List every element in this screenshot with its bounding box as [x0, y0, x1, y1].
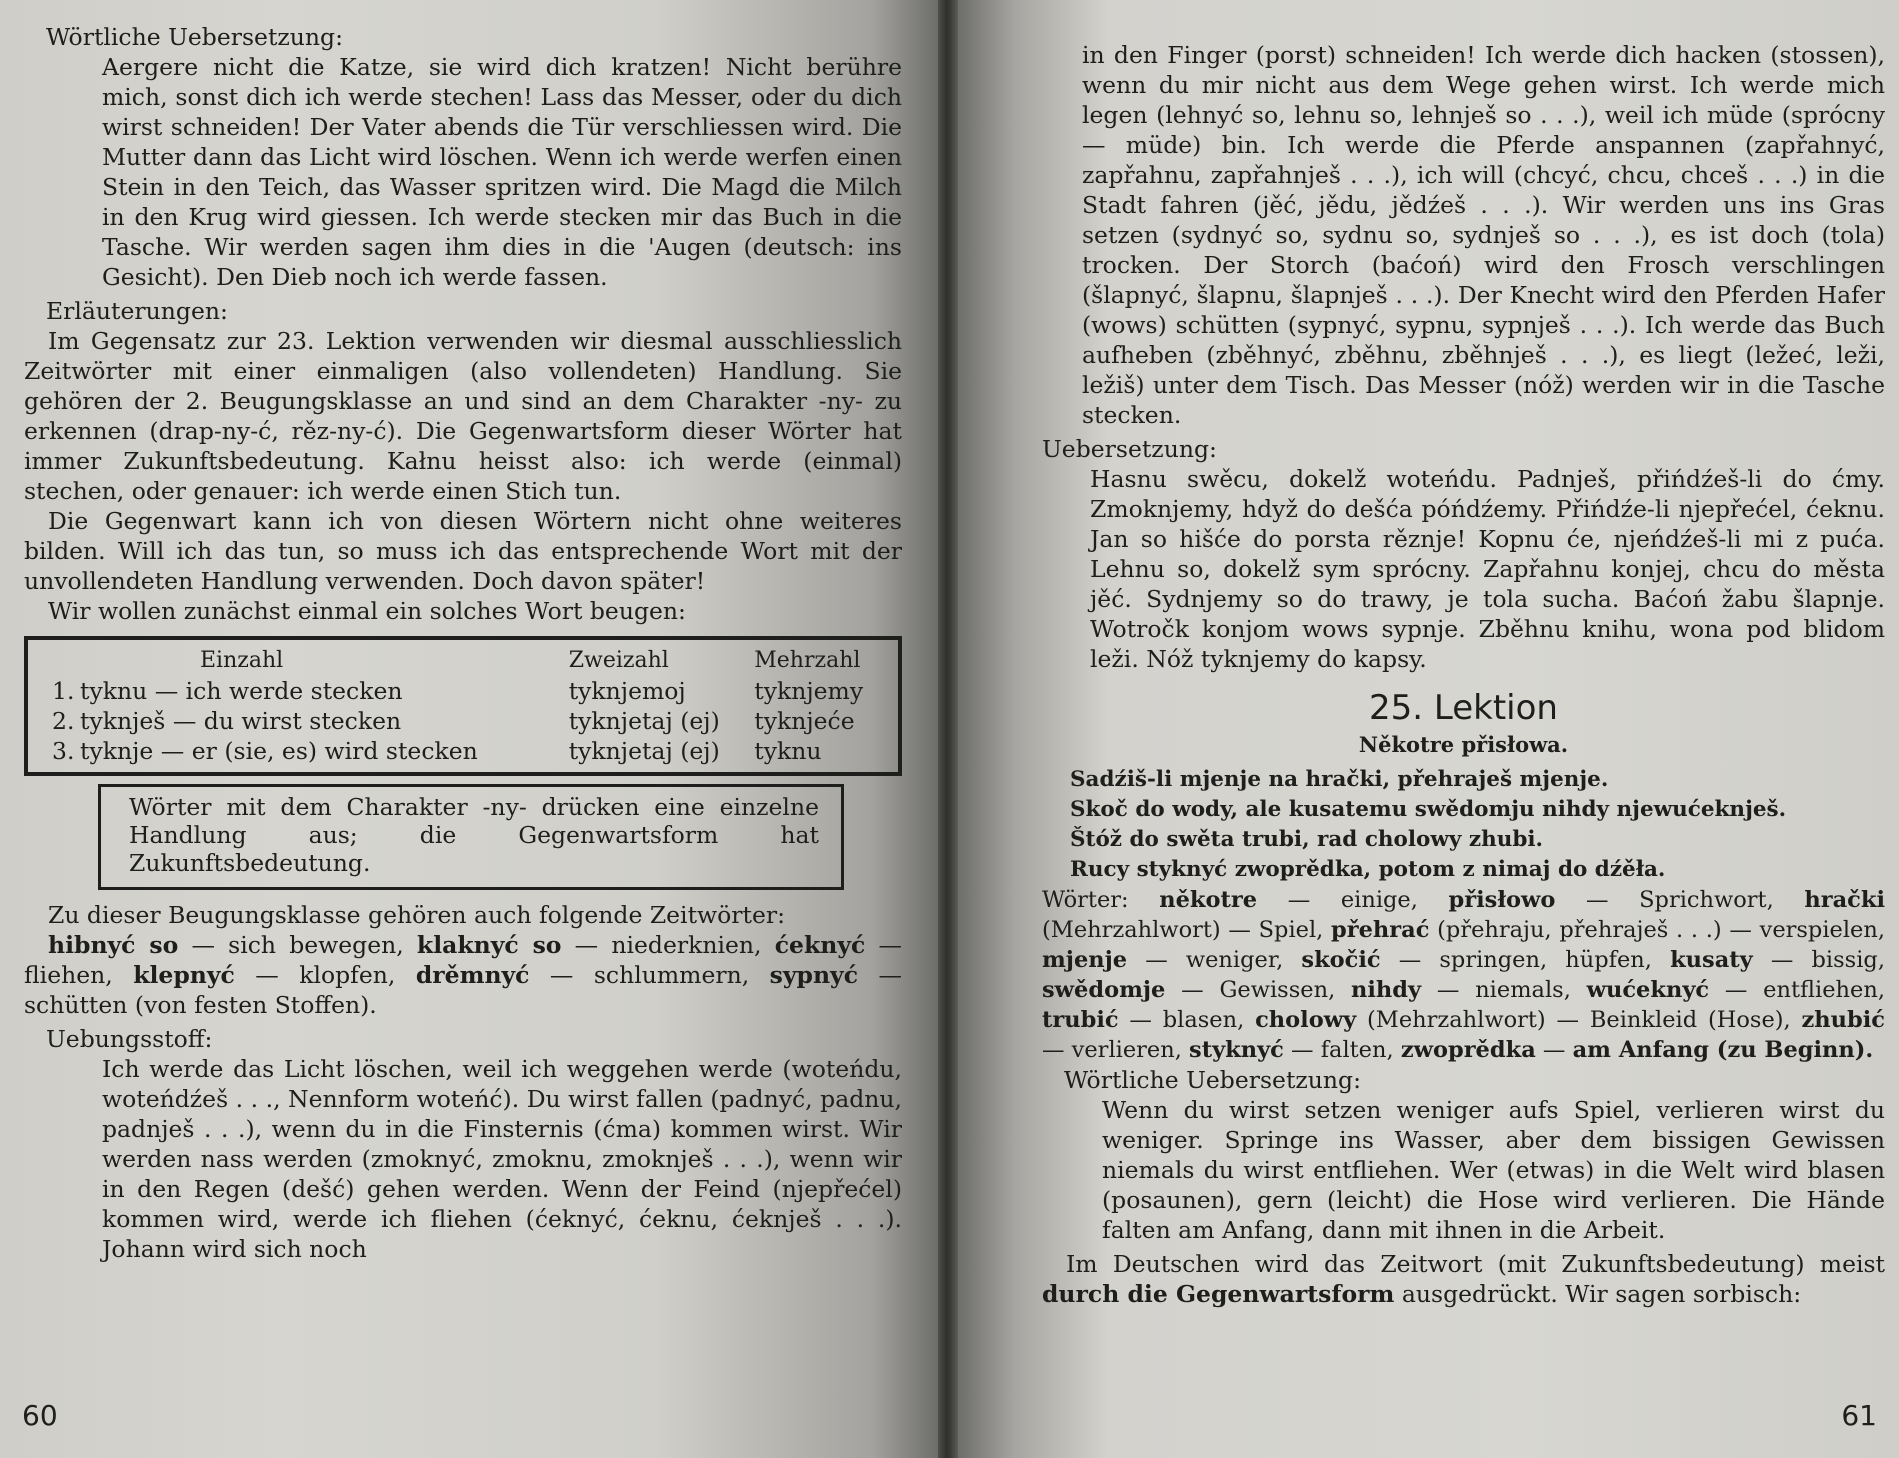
explanation-paragraph-1: Im Gegensatz zur 23. Lektion verwenden wir diesmal ausschliesslich Zeitwörter mit einer einmaligen (also vollendeten) Handlung. Sie gehören der 2. Beugungsklasse an und sind an dem Charakter -ny- zu erkennen (drap-ny-ć, rěz-ny-ć). Die Gegenwartsform dieser Wörter hat immer Zukunftsbedeutung. Kałnu heisst also: ich werde (einmal) stechen, oder genauer: ich werde einen Stich tun. — [24, 327, 902, 505]
vocab-sorbian: wućeknyć — [1586, 977, 1710, 1003]
vocab-sorbian: někotre — [1159, 887, 1258, 913]
conjugation-verb-list: hibnyć so — sich bewegen, klaknyć so — niederknien, ćeknyć — fliehen, klepnyć — klopfen, drěmnyć — schlummern, sypnyć — schütten (von festen Stoffen). — [24, 931, 902, 1019]
vocab-sorbian: hrački — [1804, 887, 1886, 913]
verb-german: fliehen — [24, 961, 106, 989]
conjugation-class-intro: Zu dieser Beugungsklasse gehören auch folgende Zeitwörter: — [48, 901, 786, 929]
heading-explanations: Erläuterungen: — [46, 297, 228, 325]
heading-literal-translation-right: Wörtliche Uebersetzung: — [1064, 1066, 1362, 1094]
vocab-german: Sprichwort — [1639, 887, 1767, 913]
verb-german: niederknien — [611, 931, 755, 959]
closing-paragraph — [1042, 1249, 1885, 1309]
page-number-left: 60 — [22, 1399, 58, 1432]
row-number: 3. — [52, 737, 75, 765]
singular-form: tyknu — ich werde stecken — [80, 677, 403, 705]
table-row — [52, 676, 888, 706]
verb-sorbian: drěmnyć — [415, 961, 530, 989]
heading-translation: Uebersetzung: — [1042, 435, 1217, 463]
explanation-paragraph-3: Wir wollen zunächst einmal ein solches Wort beugen: — [48, 597, 686, 625]
vocab-sorbian: mjenje — [1042, 947, 1128, 973]
vocabulary-label: Wörter: — [1042, 887, 1129, 913]
vocab-sorbian: cholowy — [1255, 1007, 1357, 1033]
left-page — [0, 0, 938, 1458]
header-plural: Mehrzahl — [754, 648, 861, 673]
proverb-item: Skoč do wody, ale kusatemu swědomju nihdy njewućeknješ. — [1070, 797, 1787, 822]
vocab-sorbian: nihdy — [1351, 977, 1422, 1003]
verb-sorbian: hibnyć so — [48, 931, 179, 959]
closing-text-c: ausgedrückt. Wir sagen sorbisch: — [1401, 1280, 1802, 1308]
explanation-paragraph-2: Die Gegenwart kann ich von diesen Wörtern nicht ohne weiteres bilden. Will ich das tun, so muss ich das entsprechende Wort mit der unvollendeten Handlung verwenden. Doch davon später! — [24, 507, 902, 595]
vocab-sorbian: zhubić — [1801, 1007, 1886, 1033]
vocab-sorbian: zwoprědka — [1400, 1037, 1536, 1063]
proverb-item: Sadźiš-li mjenje na hrački, přehraješ mjenje. — [1070, 767, 1609, 792]
vocab-german: (přehraju, přehraješ . . .) — verspielen — [1437, 917, 1878, 943]
vocab-german: weniger — [1185, 947, 1277, 973]
table-row — [52, 706, 888, 736]
dual-form: tyknjetaj (ej) — [568, 737, 720, 765]
vocab-german: springen, hüpfen — [1439, 947, 1645, 973]
proverb-item: Rucy styknyć zwoprědka, potom z nimaj do dźěła. — [1070, 857, 1666, 882]
vocabulary-paragraph: Wörter: někotre — einige, přisłowo — Sprichwort, hrački (Mehrzahlwort) — Spiel, přehrać (přehraju, přehraješ . . .) — verspielen, mjenje — weniger, skočić — springen, hüpfen, kusaty — bissig, swědomje — Gewissen, nihdy — niemals, wućeknyć — entfliehen, trubić — blasen, cholowy (Mehrzahlwort) — Beinkleid (Hose), zhubić — verlieren, styknyć — falten, zwoprědka — am Anfang (zu Beginn). — [1042, 887, 1886, 1063]
row-number: 1. — [52, 677, 75, 705]
vocab-german: falten — [1320, 1037, 1387, 1063]
verb-german: sich bewegen — [228, 931, 397, 959]
page-number-right: 61 — [1841, 1399, 1877, 1432]
proverb-item: Štóž do swěta trubi, rad cholowy zhubi. — [1070, 827, 1544, 852]
vocab-german: (Mehrzahlwort) — Spiel — [1042, 917, 1317, 943]
exercise-text-continued: in den Finger (porst) schneiden! Ich werde dich hacken (stossen), wenn du mir nicht aus dem Wege gehen wirst. Ich werde mich legen (lehnyć so, lehnu so, lehnješ so . . .), weil ich müde (sprócny — müde) bin. Ich werde die Pferde anspannen (zapřahnyć, zapřahnu, zapřahnješ . . .), ich will (chcyć, chcu, chceš . . .) in die Stadt fahren (jěć, jědu, jědźeš . . .). Wir werden uns ins Gras setzen (sydnyć so, sydnu so, sydnješ so . . .), es ist doch (tola) trocken. Der Storch (baćoń) wird den Frosch verschlingen (šlapnyć, šlapnu, šlapnješ . . .). Der Knecht wird den Pferden Hafer (wows) schütten (sypnyć, sypnu, sypnješ . . .). Ich werde das Buch aufheben (zběhnyć, zběhnu, zběhnješ . . .), es liegt (ležeć, leži, ležiš) unter dem Tisch. Das Messer (nóž) werden wir in die Tasche stecken. — [1082, 41, 1885, 429]
closing-text-bold: durch die Gegenwartsform — [1042, 1280, 1395, 1308]
literal-translation-text-right: Wenn du wirst setzen weniger aufs Spiel, verlieren wirst du weniger. Springe ins Wasser, aber dem bissigen Gewissen niemals du wirst entfliehen. Wer (etwas) in die Welt wird blasen (posaunen), gern (leicht) die Hose wird verlieren. Die Hände falten am Anfang, dann mit ihnen in die Arbeit. — [1102, 1096, 1885, 1244]
conjugation-table-header — [52, 646, 888, 676]
vocab-sorbian: kusaty — [1670, 947, 1753, 973]
vocab-sorbian: skočić — [1301, 947, 1381, 973]
proverbs-title: Někotre přisłowa. — [1358, 732, 1569, 757]
literal-translation-text: Aergere nicht die Katze, sie wird dich kratzen! Nicht berühre mich, sonst dich ich werde stechen! Lass das Messer, oder du dich wirst schneiden! Der Vater abends die Tür verschliessen wird. Die Mutter dann das Licht wird löschen. Wenn ich werde werfen einen Stein in den Teich, das Wasser spritzen wird. Die Magd die Milch in den Krug wird giessen. Ich werde stecken mir das Buch in die Tasche. Wir werden sagen ihm dies in die 'Augen (deutsch: ins Gesicht). Den Dieb noch ich werde fassen. — [102, 53, 902, 291]
rule-note-box — [98, 784, 844, 890]
heading-literal-translation: Wörtliche Uebersetzung: — [46, 23, 344, 51]
vocab-german: bissig — [1811, 947, 1878, 973]
verb-sorbian: klaknyć so — [416, 931, 562, 959]
dual-form: tyknjemoj — [568, 677, 686, 705]
vocab-sorbian: styknyć — [1189, 1037, 1284, 1063]
right-page — [958, 0, 1899, 1458]
vocab-german: Gewissen — [1219, 977, 1329, 1003]
vocab-sorbian: přisłowo — [1448, 887, 1556, 913]
verb-sorbian: ćeknyć — [774, 931, 866, 959]
plural-form: tyknu — [754, 737, 822, 765]
singular-form: tyknješ — du wirst stecken — [80, 707, 402, 735]
lesson-title: 25. Lektion — [1369, 688, 1558, 728]
heading-exercise: Uebungsstoff: — [46, 1025, 213, 1053]
conjugation-table-box — [24, 636, 902, 776]
row-number: 2. — [52, 707, 75, 735]
verb-sorbian: klepnyć — [133, 961, 235, 989]
verb-german: schlummern — [593, 961, 742, 989]
vocab-sorbian: přehrać — [1331, 917, 1430, 943]
plural-form: tyknjemy — [754, 677, 864, 705]
rule-note-text: Wörter mit dem Charakter -ny- drücken eine einzelne Handlung aus; die Gegenwartsform hat Zukunftsbedeutung. — [129, 793, 819, 877]
proverbs-list — [1042, 765, 1885, 885]
singular-form: tyknje — er (sie, es) wird stecken — [80, 737, 478, 765]
exercise-text: Ich werde das Licht löschen, weil ich weggehen werde (woteńdu, woteńdźeš . . ., Nennform woteńć). Du wirst fallen (padnyć, padnu, padnješ . . .), wenn du in die Finsternis (ćma) kommen wirst. Wir werden nass werden (zmoknyć, zmoknu, zmoknješ . . .), wenn wir in den Regen (dešć) gehen werden. Wenn der Feind (njepřećel) kommen wird, werde ich fliehen (ćeknyć, ćeknu, ćeknješ . . .). Johann wird sich noch — [102, 1055, 902, 1263]
table-row — [52, 736, 888, 766]
vocab-german: niemals — [1475, 977, 1564, 1003]
vocab-german: einige — [1340, 887, 1411, 913]
plural-form: tyknjeće — [754, 707, 855, 735]
vocab-german: verlieren — [1071, 1037, 1175, 1063]
header-singular: Einzahl — [200, 648, 284, 673]
closing-text-a: Im Deutschen wird das Zeitwort (mit Zukunftsbedeutung) meist — [1066, 1250, 1885, 1278]
vocab-german: (Mehrzahlwort) — Beinkleid (Hose) — [1367, 1007, 1784, 1033]
vocab-german: blasen — [1162, 1007, 1238, 1033]
verb-sorbian: sypnyć — [769, 961, 859, 989]
header-dual: Zweizahl — [568, 648, 669, 673]
vocab-sorbian: trubić — [1042, 1007, 1119, 1033]
verb-german: klopfen — [299, 961, 388, 989]
vocab-sorbian: swědomje — [1042, 977, 1166, 1003]
dual-form: tyknjetaj (ej) — [568, 707, 720, 735]
verb-german: schütten (von festen Stoffen). — [24, 991, 377, 1019]
conjugation-table — [52, 646, 888, 766]
vocab-german: entfliehen — [1763, 977, 1878, 1003]
vocab-german: am Anfang (zu Beginn). — [1572, 1037, 1874, 1063]
translation-text: Hasnu swěcu, dokelž woteńdu. Padnješ, přińdźeš-li do ćmy. Zmoknjemy, hdyž do dešća póńdźemy. Přińdźe-li njepřećel, ćeknu. Jan so hišće do porsta rěznje! Kopnu će, njeńdźeš-li mi z puća. Lehnu so, dokelž sym sprócny. Zapřahnu konjej, chcu do města jěć. Sydnjemy so do trawy, je tola sucha. Baćoń žabu šlapnje. Wotročk konjom wows sypnje. Zběhnu knihu, wona pod blidom leži. Nóž tyknjemy do kapsy. — [1090, 465, 1885, 673]
